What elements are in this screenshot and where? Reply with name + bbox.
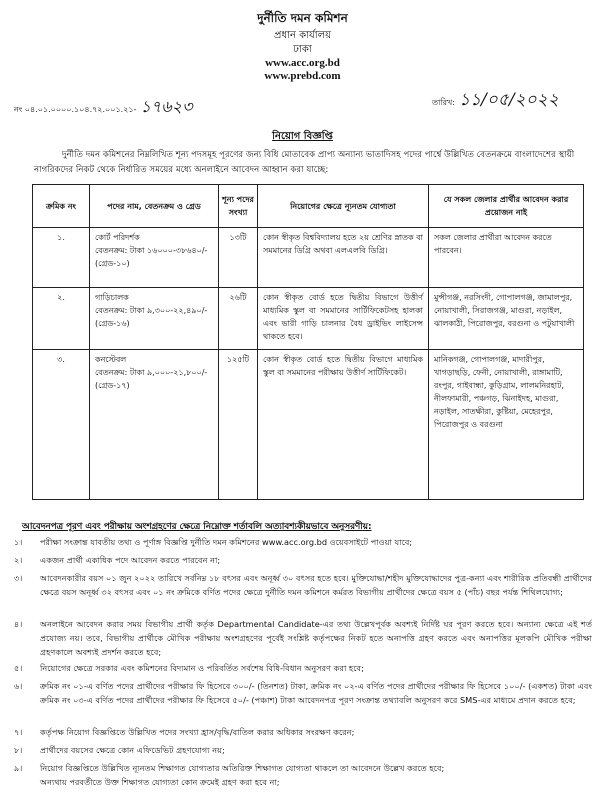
memo-date-label: তারিখ:: [432, 98, 455, 107]
post-pay: বেতনক্রম: টাকা ৯,৩০০-২২,৪৯০/- (গ্রেড-১৬): [95, 306, 208, 328]
memo-reference-label: নং ০৪.০১.০০০০.১০৪.৭২.০০১.২১-: [14, 105, 137, 114]
cell-vacancy: ১৩টি: [219, 228, 258, 288]
col-header-vacancy: শূন্য পদের সংখ্যা: [219, 185, 258, 228]
conditions-heading: [22, 519, 371, 534]
list-item-number: ১।: [14, 537, 23, 547]
table-header-row: [33, 185, 584, 228]
list-item-text: কর্তৃপক্ষ নিয়োগ বিজ্ঞপ্তিতে উল্লিখিত পদের সংখ্যা হ্রাস/বৃদ্ধি/বাতিল করার অধিকার সংরক্ষণ করেন;: [40, 727, 355, 737]
vacancy-table: [32, 184, 584, 500]
cell-serial: ১.: [33, 228, 90, 288]
col-header-qualification: নিয়োগের ক্ষেত্রে ন্যূনতম যোগ্যতা: [258, 185, 429, 228]
table-row: [33, 350, 584, 500]
cell-serial: ২.: [33, 288, 90, 350]
list-item: [14, 743, 592, 757]
col-header-serial: ক্রমিক নং: [33, 185, 90, 228]
post-name: গাড়িচালক: [95, 293, 129, 302]
list-item-text: অনলাইনে আবেদন করার সময় বিভাগীয় প্রার্থী কর্তৃক Departmental Candidate-এর তথ্য উল্লেখপূর্বক অবশ্যই নির্দিষ্ট ঘর পূরণ করতে হবে। অন্যান্য ক্ষেত্রে এই শর্ত প্রযোজ্য নয়। তবে, বিভাগীয় প্রার্থীকে মৌখিক পরীক্ষায় অংশগ্রহণের পূর্বেই সংশ্লিষ্ট কর্তৃপক্ষের নিকট হতে অনাপত্তি গ্রহণ করতে এবং অনাপত্তির মূলকপি মৌখিক পরীক্ষা গ্রহণকালে অবশ্যই প্রদর্শন করতে হবে;: [40, 619, 592, 657]
cell-post: [90, 288, 219, 350]
cell-qualification: কোন স্বীকৃত বিশ্ববিদ্যালয় হতে ২য় শ্রেণির স্নাতক বা সমমানের ডিগ্রি অথবা এলএলবি ডিগ্রি।: [258, 228, 429, 288]
list-item-number: ৭।: [14, 727, 23, 737]
org-name: দুর্নীতি দমন কমিশন: [257, 11, 348, 25]
cell-districts: সকল জেলার প্রার্থীরা আবেদন করতে পারবেন।: [429, 228, 584, 288]
post-pay: বেতনক্রম: টাকা ১৬০০০-৩৮৬৪০/- (গ্রেড-১০): [95, 246, 208, 268]
list-item: [14, 661, 592, 675]
list-item-text-line: নিয়োগ বিজ্ঞপ্তিতে উল্লিখিত ন্যূনতম শিক্ষাগত যোগ্যতার অতিরিক্ত শিক্ষাগত যোগ্যতা থাকলে তা আবেদনে উল্লেখ করতে হবে;: [40, 763, 445, 773]
memo-date: [432, 87, 559, 115]
cell-qualification: কোন স্বীকৃত বোর্ড হতে দ্বিতীয় বিভাগে উত্তীর্ণ মাধ্যমিক স্কুল বা সমমানের সার্টিফিকেটসহ হালকা এবং ভারী গাড়ি চালনার বৈধ ড্রাইভিং লাইসেন্স থাকতে হবে।: [258, 288, 429, 350]
list-item-text: নিয়োগের ক্ষেত্রে সরকার এবং কমিশনের বিদ্যমান ও পরিবর্তিত সর্বশেষ বিধি-বিধান অনুসরণ করা হবে;: [40, 663, 364, 673]
list-item: [14, 535, 592, 549]
office-name: প্রধান কার্যালয়: [273, 30, 331, 41]
list-item-number: ৯।: [14, 763, 23, 773]
cell-vacancy: ২৬টি: [219, 288, 258, 350]
website-link-secondary[interactable]: www.prebd.com: [264, 70, 341, 82]
list-item-number: ৫।: [14, 663, 23, 673]
memo-date-handwritten: ১১/০৫/২০২২: [458, 90, 559, 110]
table-row: [33, 228, 584, 288]
website-link[interactable]: www.acc.org.bd: [265, 57, 340, 69]
list-item-text: ক্রমিক নং ০১-এ বর্ণিত পদের প্রার্থীদের পরীক্ষার ফি হিসেবে ৩০০/- (তিনশত) টাকা, ক্রমিক নং ০২-এ বর্ণিত পদের প্রার্থীদের পরীক্ষার ফি হিসেবে ১০০/- (একশত) টাকা এবং ক্রমিক নং ০৩-এ বর্ণিত পদের প্রার্থীদের পরীক্ষার ফি হিসেবে ৫০/- (পঞ্চাশ) টাকা আবেদনপত্র পূরণ সংক্রান্ত তথ্যাবলি অনুসরণ করে SMS-এর মাধ্যমে প্রদান করতে হবে;: [40, 681, 592, 705]
city-name: ঢাকা: [293, 44, 312, 55]
post-name: কনস্টেবল: [95, 355, 127, 364]
list-item-text: একজন প্রার্থী একাধিক পদে আবেদন করতে পারবেন না;: [40, 555, 221, 565]
list-item-text: প্রার্থীদের বয়সের ক্ষেত্রে কোন এফিডেভিট গ্রহণযোগ্য নয়;: [40, 745, 225, 755]
memo-reference: [14, 94, 192, 121]
post-name: কোর্ট পরিদর্শক: [95, 233, 140, 242]
list-item-text: [40, 761, 592, 789]
page-title: [0, 129, 605, 146]
list-item-text-line: অন্যথায় পরবর্তীতে উক্ত শিক্ষাগত যোগ্যতা কোন ক্রমেই গ্রহণ করা হবে না;: [40, 777, 280, 787]
list-item-text: পরীক্ষা সংক্রান্ত যাবতীয় তথ্য ও পূর্ণাঙ্গ বিজ্ঞপ্তি দুর্নীতি দমন কমিশনের www.acc.org.bd ওয়েবসাইটে পাওয়া যাবে;: [40, 537, 413, 547]
col-header-post: পদের নাম, বেতনক্রম ও গ্রেড: [90, 185, 219, 228]
list-item-number: ৬।: [14, 681, 23, 691]
cell-districts: মানিকগঞ্জ, গোপালগঞ্জ, মাদারীপুর, খাগড়াছড়ি, ফেনী, নোয়াখালী, রাঙ্গামাটি, রংপুর, গাইবান্ধা, কুড়িগ্রাম, লালমনিরহাট, নীলফামারী, পঞ্চগড়, ঝিনাইদহ, মাগুরা, নড়াইল, সাতক্ষীরা, কুষ্টিয়া, মেহেরপুর, পিরোজপুর ও বরগুনা: [429, 350, 584, 500]
post-pay: বেতনক্রম: টাকা ৯,০০০-২১,৮০০/- (গ্রেড-১৭): [95, 368, 208, 390]
conditions-heading-text: আবেদনপত্র পূরণ এবং পরীক্ষায় অংশগ্রহণের ক্ষেত্রে নিম্নোক্ত শর্তাবলি অত্যাবশ্যকীয়ভাবে অনুসরণীয়:: [22, 522, 372, 532]
list-item: [14, 553, 592, 567]
cell-post: [90, 350, 219, 500]
table-row: [33, 288, 584, 350]
intro-paragraph: দুর্নীতি দমন কমিশনের নিম্নলিখিত শূন্য পদসমূহ পূরণের জন্য বিধি মোতাবেক প্রাপ্য অন্যান্য ভাতাদিসহ পদের পার্শ্বে উল্লিখিত বেতনক্রমে বাংলাদেশের স্থায়ী নাগরিকদের নিকট থেকে নির্ধারিত সময়ের মধ্যে অনলাইনে আবেদন আহ্বান করা যাচ্ছে:: [34, 150, 575, 175]
list-item: [14, 617, 592, 659]
list-item-number: ৩।: [14, 573, 23, 583]
cell-districts: মুন্সীগঞ্জ, নরসিংদী, গোপালগঞ্জ, জামালপুর, নোয়াখালী, সিরাজগঞ্জ, মাগুরা, নড়াইল, ঝালকাঠী, পিরোজপুর, বরগুনা ও পটুয়াখালী: [429, 288, 584, 350]
cell-vacancy: ১২৫টি: [219, 350, 258, 500]
memo-reference-handwritten: ১৭৬২৩: [140, 97, 193, 116]
list-item: [14, 725, 592, 739]
list-item-number: ২।: [14, 555, 23, 565]
list-item-text: আবেদনকারীর বয়স ০১ জুন ২০২২ তারিখে সর্বনিম্ন ১৮ বৎসর এবং অনূর্ধ্ব ৩০ বৎসর হতে হবে। মুক্তিযোদ্ধা/শহীদ মুক্তিযোদ্ধাদের পুত্র-কন্যা এবং শারীরিক প্রতিবন্ধী প্রার্থীদের ক্ষেত্রে বয়স অনূর্ধ্ব ৩২ বৎসর এবং ০১ নং ক্রমিকে বর্ণিত পদের ক্ষেত্রে দুর্নীতি দমন কমিশনে কর্মরত বিভাগীয় প্রার্থীদের ক্ষেত্রে বয়স ৫ (পাঁচ) বছর পর্যন্ত শিথিলযোগ্য;: [40, 573, 592, 597]
list-item: [14, 571, 592, 599]
page-title-text: নিয়োগ বিজ্ঞপ্তি: [272, 131, 333, 142]
list-item: [14, 761, 592, 789]
col-header-districts: যে সকল জেলার প্রার্থীর আবেদন করার প্রয়োজন নাই: [429, 185, 584, 228]
cell-qualification: কোন স্বীকৃত বোর্ড হতে দ্বিতীয় বিভাগে মাধ্যমিক স্কুল বা সমমানের পরীক্ষায় উত্তীর্ণ সার্টিফিকেট।: [258, 350, 429, 500]
cell-post: [90, 228, 219, 288]
list-item: [14, 679, 592, 707]
cell-serial: ৩.: [33, 350, 90, 500]
list-item-number: ৪।: [14, 619, 23, 629]
list-item-number: ৮।: [14, 745, 23, 755]
